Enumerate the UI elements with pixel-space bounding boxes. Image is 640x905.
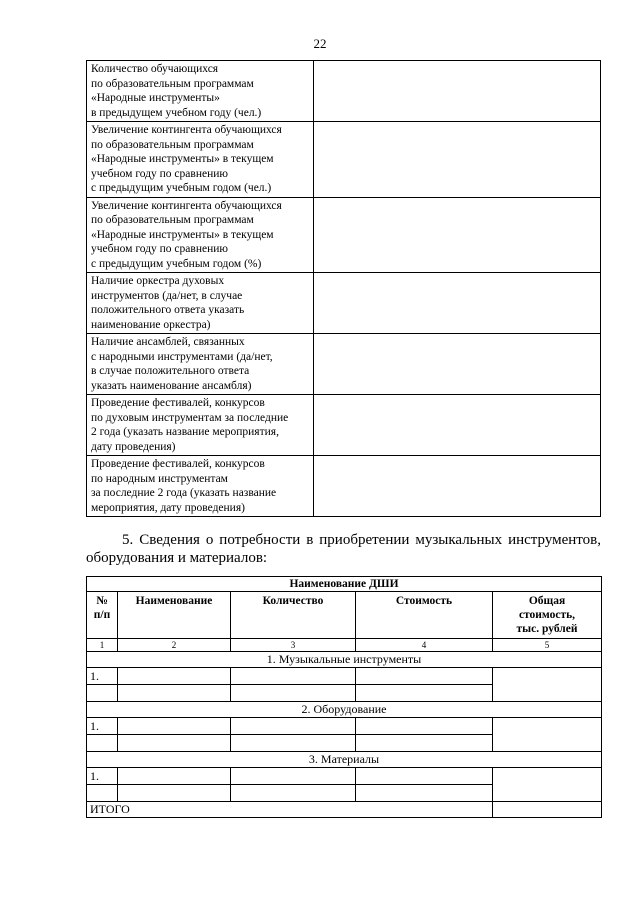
- info-table-row: [87, 334, 601, 395]
- info-row-label: Наличие ансамблей, связанных с народными инструментами (да/нет, в случае положительного ответа указать наименование ансамбля): [87, 334, 314, 395]
- cell-total-cost[interactable]: [493, 718, 602, 752]
- row-number: 1.: [87, 718, 118, 735]
- cell-quantity[interactable]: [231, 668, 356, 685]
- col-header-cost: Стоимость: [356, 592, 493, 639]
- row-number: 1.: [87, 768, 118, 785]
- info-row-label: Увеличение контингента обучающихся по образовательным программам «Народные инструменты» в текущем учебном году по сравнению с предыдущим учебным годом (%): [87, 197, 314, 273]
- section-title-materials: 3. Материалы: [87, 752, 602, 768]
- section-title-instruments: 1. Музыкальные инструменты: [87, 652, 602, 668]
- cell-cost[interactable]: [356, 718, 493, 735]
- info-row-value[interactable]: [314, 273, 601, 334]
- cell-quantity[interactable]: [231, 735, 356, 752]
- col-header-total-cost: Общая стоимость, тыс. рублей: [493, 592, 602, 639]
- section-5-title: 5. Сведения о потребности в приобретении музыкальных инструментов, оборудования и материалов:: [86, 532, 601, 566]
- col-header-number: № п/п: [87, 592, 118, 639]
- info-table-row: [87, 395, 601, 456]
- cell-name[interactable]: [118, 735, 231, 752]
- cell-quantity[interactable]: [231, 685, 356, 702]
- col-header-quantity: Количество: [231, 592, 356, 639]
- row-number: 1.: [87, 668, 118, 685]
- row-number: [87, 785, 118, 802]
- column-headers-row: [87, 592, 602, 639]
- info-table-row: [87, 273, 601, 334]
- info-row-value[interactable]: [314, 334, 601, 395]
- cell-total-cost[interactable]: [493, 668, 602, 702]
- column-numbers-row: [87, 639, 602, 652]
- info-row-label: Увеличение контингента обучающихся по образовательным программам «Народные инструменты» в текущем учебном году по сравнению с предыдущим учебным годом (чел.): [87, 122, 314, 198]
- cell-name[interactable]: [118, 668, 231, 685]
- school-name-header: Наименование ДШИ: [87, 577, 602, 592]
- total-value-cell[interactable]: [493, 802, 602, 818]
- section-title-equipment: 2. Оборудование: [87, 702, 602, 718]
- info-row-value[interactable]: [314, 61, 601, 122]
- cell-quantity[interactable]: [231, 718, 356, 735]
- info-row-value[interactable]: [314, 197, 601, 273]
- info-row-value[interactable]: [314, 122, 601, 198]
- cell-name[interactable]: [118, 718, 231, 735]
- cell-name[interactable]: [118, 768, 231, 785]
- cell-total-cost[interactable]: [493, 768, 602, 802]
- info-table-row: [87, 456, 601, 517]
- cell-quantity[interactable]: [231, 768, 356, 785]
- col-number: 2: [118, 639, 231, 652]
- cell-name[interactable]: [118, 785, 231, 802]
- info-table-row: [87, 197, 601, 273]
- needs-table: [86, 576, 602, 818]
- info-row-label: Количество обучающихся по образовательным программам «Народные инструменты» в предыдущем учебном году (чел.): [87, 61, 314, 122]
- col-header-name: Наименование: [118, 592, 231, 639]
- total-label: ИТОГО: [87, 802, 493, 818]
- info-table-row: [87, 61, 601, 122]
- info-row-value[interactable]: [314, 456, 601, 517]
- info-row-label: Проведение фестивалей, конкурсов по народным инструментам за последние 2 года (указать название мероприятия, дату проведения): [87, 456, 314, 517]
- info-row-value[interactable]: [314, 395, 601, 456]
- cell-cost[interactable]: [356, 668, 493, 685]
- cell-quantity[interactable]: [231, 785, 356, 802]
- info-table: [86, 60, 601, 517]
- cell-name[interactable]: [118, 685, 231, 702]
- info-table-row: [87, 122, 601, 198]
- page-number: 22: [313, 36, 327, 51]
- col-number: 4: [356, 639, 493, 652]
- col-number: 5: [493, 639, 602, 652]
- cell-cost[interactable]: [356, 768, 493, 785]
- info-row-label: Наличие оркестра духовых инструментов (да/нет, в случае положительного ответа указать наименование оркестра): [87, 273, 314, 334]
- cell-cost[interactable]: [356, 735, 493, 752]
- info-row-label: Проведение фестивалей, конкурсов по духовым инструментам за последние 2 года (указать название мероприятия, дату проведения): [87, 395, 314, 456]
- row-number: [87, 735, 118, 752]
- cell-cost[interactable]: [356, 685, 493, 702]
- col-number: 1: [87, 639, 118, 652]
- col-number: 3: [231, 639, 356, 652]
- row-number: [87, 685, 118, 702]
- cell-cost[interactable]: [356, 785, 493, 802]
